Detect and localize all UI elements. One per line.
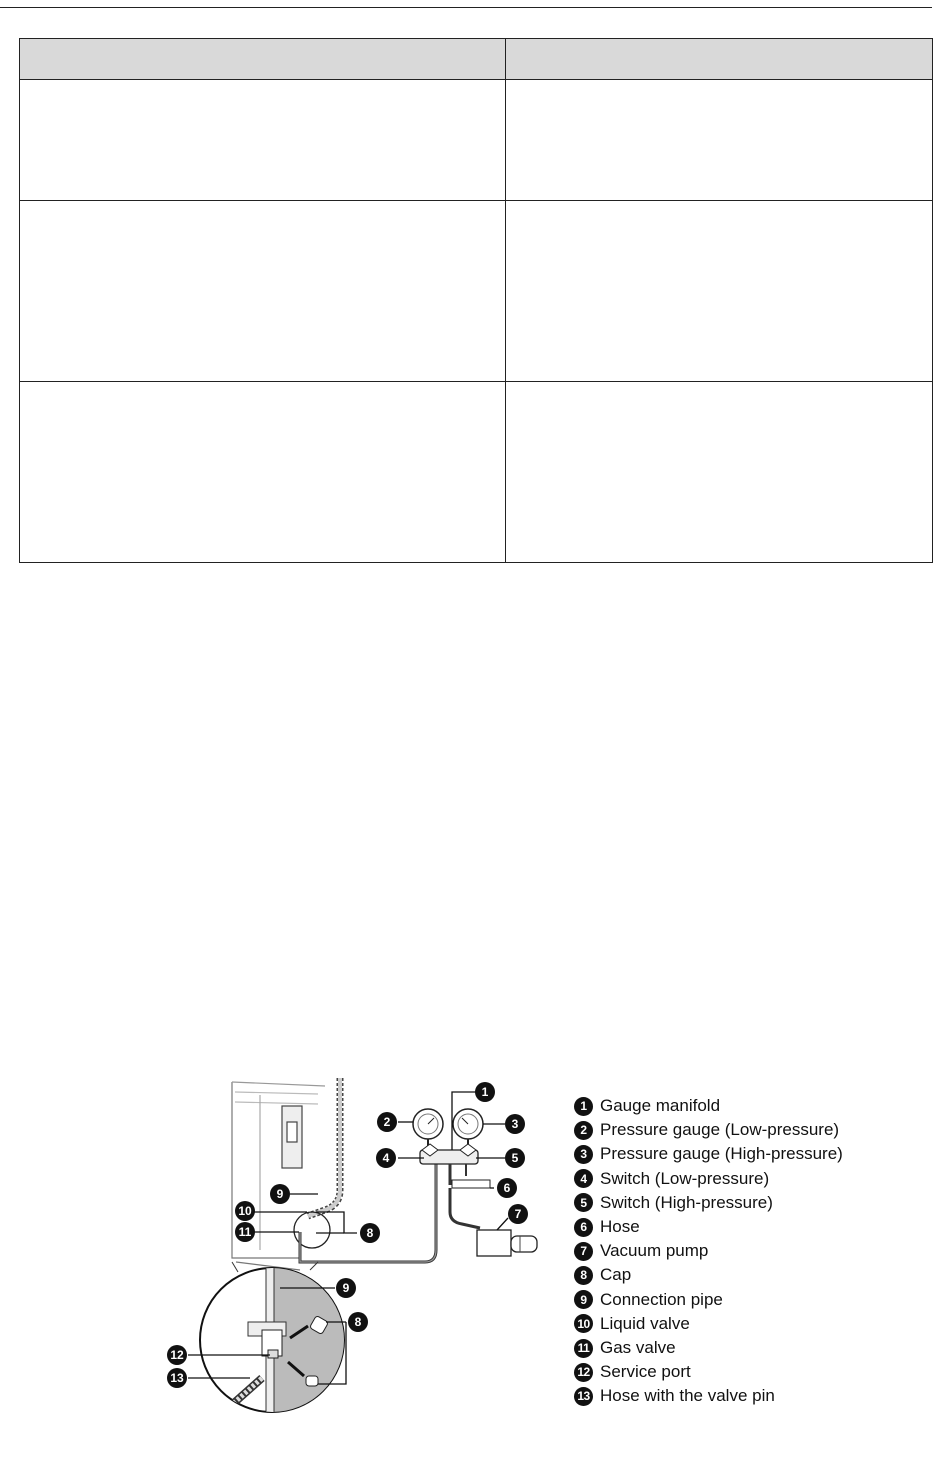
legend-number: 6 xyxy=(574,1218,593,1237)
table-header-row xyxy=(20,39,933,80)
table-cell xyxy=(20,382,506,563)
callout-9 xyxy=(270,1184,290,1204)
callout-1 xyxy=(475,1082,495,1102)
legend-number: 13 xyxy=(574,1387,593,1406)
legend-label: Gauge manifold xyxy=(600,1096,721,1115)
legend-label: Hose with the valve pin xyxy=(600,1386,775,1406)
callout-4 xyxy=(376,1148,396,1168)
callout-9-detail xyxy=(336,1278,356,1298)
legend-label: Switch (High-pressure) xyxy=(600,1192,773,1212)
legend-number: 2 xyxy=(574,1121,593,1140)
pressure-gauge-low xyxy=(413,1109,443,1150)
table-header-cell xyxy=(506,39,933,80)
svg-text:5: 5 xyxy=(511,1151,519,1165)
callout-3 xyxy=(505,1114,525,1134)
legend-label: Cap xyxy=(600,1265,632,1285)
callout-11 xyxy=(235,1222,255,1242)
svg-text:12: 12 xyxy=(170,1348,184,1362)
legend-item xyxy=(574,1288,843,1312)
svg-text:3: 3 xyxy=(511,1117,519,1131)
legend-item xyxy=(574,1167,843,1191)
legend-item xyxy=(574,1118,843,1142)
vacuum-pump xyxy=(477,1230,537,1256)
svg-text:13: 13 xyxy=(170,1371,184,1385)
svg-text:11: 11 xyxy=(238,1225,252,1239)
legend-label: Gas valve xyxy=(600,1338,676,1358)
legend-item xyxy=(574,1215,843,1239)
legend-number: 11 xyxy=(574,1339,593,1358)
svg-text:9: 9 xyxy=(342,1281,350,1295)
svg-text:2: 2 xyxy=(383,1115,391,1129)
table-cell xyxy=(506,201,933,382)
legend-label: Liquid valve xyxy=(600,1313,690,1333)
diagram-legend xyxy=(574,1094,843,1409)
table-cell xyxy=(20,80,506,201)
legend-number: 5 xyxy=(574,1193,593,1212)
legend-number: 10 xyxy=(574,1314,593,1333)
table-cell xyxy=(506,80,933,201)
legend-label: Connection pipe xyxy=(600,1289,723,1309)
callout-10 xyxy=(235,1201,255,1221)
svg-text:4: 4 xyxy=(382,1151,390,1165)
svg-text:7: 7 xyxy=(514,1207,522,1221)
svg-text:10: 10 xyxy=(238,1204,252,1218)
legend-item xyxy=(574,1336,843,1360)
legend-item xyxy=(574,1384,843,1408)
svg-text:1: 1 xyxy=(481,1085,489,1099)
svg-text:8: 8 xyxy=(354,1315,362,1329)
legend-number: 8 xyxy=(574,1266,593,1285)
callout-6 xyxy=(497,1178,517,1198)
callout-12 xyxy=(167,1345,187,1365)
vacuum-connection-diagram xyxy=(0,1060,560,1420)
legend-label: Pressure gauge (High-pressure) xyxy=(600,1144,843,1164)
svg-text:9: 9 xyxy=(276,1187,284,1201)
legend-item xyxy=(574,1312,843,1336)
callout-13 xyxy=(167,1368,187,1388)
legend-item xyxy=(574,1263,843,1287)
legend-number: 7 xyxy=(574,1242,593,1261)
table-header-cell xyxy=(20,39,506,80)
svg-text:8: 8 xyxy=(366,1226,374,1240)
legend-number: 3 xyxy=(574,1145,593,1164)
callout-8-detail xyxy=(348,1312,368,1332)
callout-7 xyxy=(508,1204,528,1224)
legend-label: Pressure gauge (Low-pressure) xyxy=(600,1120,840,1140)
callout-8 xyxy=(360,1223,380,1243)
legend-item xyxy=(574,1094,843,1118)
spec-table xyxy=(19,38,933,563)
svg-text:6: 6 xyxy=(503,1181,511,1195)
legend-item xyxy=(574,1142,843,1166)
callout-2 xyxy=(377,1112,397,1132)
legend-number: 12 xyxy=(574,1363,593,1382)
legend-label: Vacuum pump xyxy=(600,1241,709,1261)
top-rule xyxy=(0,7,932,8)
legend-number: 9 xyxy=(574,1290,593,1309)
connection-pipe-illustration xyxy=(308,1078,340,1216)
table-cell xyxy=(20,201,506,382)
table-row xyxy=(20,382,933,563)
gauge-manifold xyxy=(420,1144,490,1228)
legend-number: 4 xyxy=(574,1169,593,1188)
legend-item xyxy=(574,1360,843,1384)
table-row xyxy=(20,201,933,382)
legend-item xyxy=(574,1191,843,1215)
legend-label: Service port xyxy=(600,1362,691,1382)
table-cell xyxy=(506,382,933,563)
legend-label: Switch (Low-pressure) xyxy=(600,1168,770,1188)
legend-item xyxy=(574,1239,843,1263)
legend-label: Hose xyxy=(600,1217,640,1237)
legend-number: 1 xyxy=(574,1097,593,1116)
table-row xyxy=(20,80,933,201)
callout-5 xyxy=(505,1148,525,1168)
